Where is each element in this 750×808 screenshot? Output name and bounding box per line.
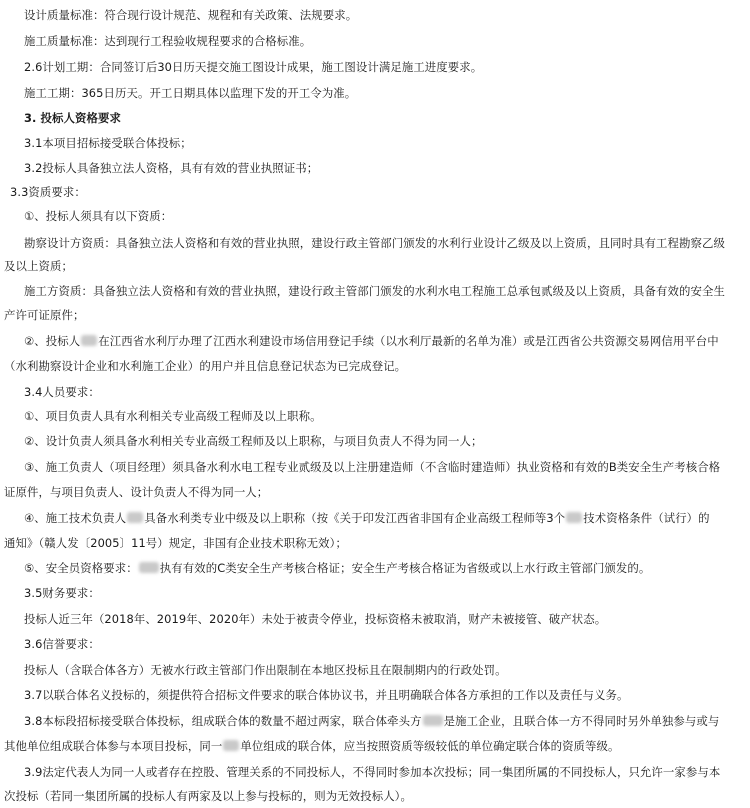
paragraph-line: 及以上资质；: [4, 259, 73, 273]
paragraph-line: 3.9法定代表人为同一人或者存在控股、管理关系的不同投标人，不得同时参加本次投标；同一集团所属的不同投标人，只允许一家参与本: [24, 765, 721, 779]
paragraph-line: 3.4人员要求：: [24, 385, 100, 399]
paragraph-line: 其他单位组成联合体参与本项目投标，同一 单位组成的联合体，应当按照资质等级较低的单位确定联合体的资质等级。: [4, 739, 620, 753]
paragraph-line: （水利勘察设计企业和水利施工企业）的用户并且信息登记状态为已完成登记。: [4, 359, 407, 373]
paragraph-line: ③、施工负责人（项目经理）须具备水利水电工程专业贰级及以上注册建造师（不含临时建造师）执业资格和有效的B类安全生产考核合格: [24, 460, 721, 474]
paragraph-line: 施工质量标准：达到现行工程验收规程要求的合格标准。: [24, 34, 312, 48]
paragraph-line: 勘察设计方资质：具备独立法人资格和有效的营业执照，建设行政主管部门颁发的水利行业设计乙级及以上资质，且同时具有工程勘察乙级: [24, 236, 725, 250]
paragraph-line: 投标人近三年（2018年、2019年、2020年）未处于被责令停业，投标资格未被取消，财产未被接管、破产状态。: [24, 612, 607, 626]
paragraph-line: 施工工期：365日历天。开工日期具体以监理下发的开工令为准。: [24, 86, 357, 100]
paragraph-line: 证原件，与项目负责人、设计负责人不得为同一人；: [4, 485, 269, 499]
paragraph-line: 3.5财务要求：: [24, 586, 100, 600]
redacted-mark: [139, 562, 159, 573]
paragraph-line: 次投标（若同一集团所属的投标人有两家及以上参与投标的，则为无效投标人）。: [4, 789, 412, 803]
redacted-mark: [423, 715, 443, 726]
paragraph-line: 3.8本标段招标接受联合体投标，组成联合体的数量不超过两家，联合体牵头方 是施工企业，且联合体一方不得同时另外单独参与或与: [24, 714, 720, 728]
paragraph-line: 3.7以联合体名义投标的，须提供符合招标文件要求的联合体协议书，并且明确联合体各方承担的工作以及责任与义务。: [24, 688, 629, 702]
paragraph-line: 3.3资质要求：: [10, 185, 86, 199]
paragraph-line: 通知》（赣人发〔2005〕11号）规定，非国有企业技术职称无效）；: [4, 536, 347, 550]
paragraph-line: 2.6计划工期：合同签订后30日历天提交施工图设计成果，施工图设计满足施工进度要求。: [24, 60, 483, 74]
paragraph-line: ④、施工技术负责人 具备水利类专业中级及以上职称（按《关于印发江西省非国有企业高级工程师等3个 技术资格条件（试行）的: [24, 511, 710, 525]
paragraph-line: 设计质量标准：符合现行设计规范、规程和有关政策、法规要求。: [24, 8, 358, 22]
paragraph-line: 投标人（含联合体各方）无被水行政主管部门作出限制在本地区投标且在限制期内的行政处罚。: [24, 663, 507, 677]
paragraph-line: 产许可证原件；: [4, 308, 85, 322]
paragraph-line: ②、设计负责人须具备水利相关专业高级工程师及以上职称，与项目负责人不得为同一人；: [24, 434, 483, 448]
redacted-mark: [81, 335, 97, 346]
paragraph-line: 3.6信誉要求：: [24, 637, 100, 651]
paragraph-line: ②、投标人 在江西省水利厅办理了江西水利建设市场信用登记手续（以水利厅最新的名单为准）或是江西省公共资源交易网信用平台中: [24, 334, 719, 348]
paragraph-line: 3.2投标人具备独立法人资格，具有有效的营业执照证书；: [24, 161, 319, 175]
paragraph-line: 施工方资质：具备独立法人资格和有效的营业执照，建设行政主管部门颁发的水利水电工程施工总承包贰级及以上资质，具备有效的安全生: [24, 284, 725, 298]
paragraph-line: ①、项目负责人具有水利相关专业高级工程师及以上职称。: [24, 409, 322, 423]
paragraph-line: ⑤、安全员资格要求： 执有有效的C类安全生产考核合格证；安全生产考核合格证为省级或以上水行政主管部门颁发的。: [24, 561, 651, 575]
redacted-mark: [223, 740, 239, 751]
section-heading: 3. 投标人资格要求: [24, 111, 121, 125]
redacted-mark: [127, 512, 143, 523]
paragraph-line: 3.1本项目招标接受联合体投标；: [24, 136, 192, 150]
redacted-mark: [566, 512, 582, 523]
paragraph-line: ①、投标人须具有以下资质：: [24, 209, 173, 223]
